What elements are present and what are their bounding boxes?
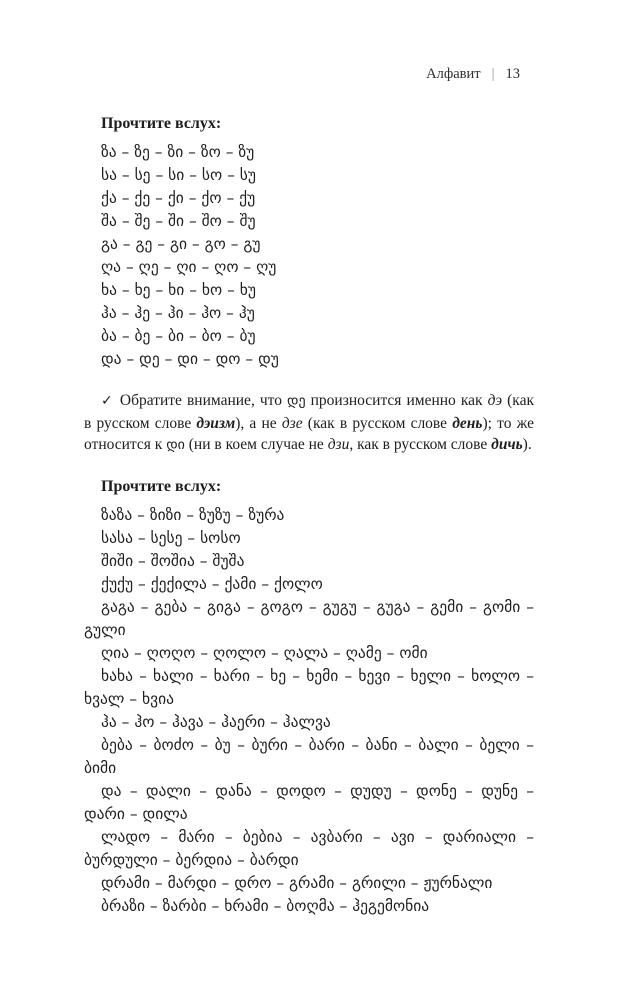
drill-line: ბრაზი – ზარბი – ხრამი – ბოღმა – ჰეგემონია bbox=[101, 896, 430, 915]
exercise1-heading: Прочтите вслух: bbox=[101, 115, 222, 132]
drill-line: ხა – ხე – ხი – ხო – ხუ bbox=[101, 281, 256, 299]
note-segment: дэизм bbox=[196, 414, 236, 432]
note-segment: დე bbox=[287, 393, 306, 409]
note-segment: дзи bbox=[327, 436, 350, 453]
note-segment: ). bbox=[522, 436, 532, 453]
drill-line: ბა – ბე – ბი – ბო – ბუ bbox=[101, 327, 256, 345]
note-segment: Обратите внимание, что bbox=[119, 392, 288, 409]
note-segment: (ни в коем случае не bbox=[184, 436, 328, 453]
drill-line: ღია – ღოღო – ღოლო – ღალა – ღამე – ომი bbox=[101, 643, 428, 662]
note-segment: ); то же относится к bbox=[84, 414, 535, 453]
header-separator: | bbox=[491, 66, 495, 82]
drill-line: ჰა – ჰე – ჰი – ჰო – ჰუ bbox=[101, 304, 255, 322]
syllable-drill bbox=[84, 141, 534, 371]
note-segment: дэ bbox=[487, 392, 503, 409]
checkmark-icon: ✓ bbox=[101, 393, 114, 409]
note-segment: день bbox=[452, 414, 483, 432]
running-title: Алфавит bbox=[426, 66, 481, 82]
note-segment: ), а не bbox=[235, 414, 282, 432]
drill-line: ზა – ზე – ზი – ზო – ზუ bbox=[101, 143, 255, 161]
note-segment: дзе bbox=[281, 414, 303, 432]
drill-line: შიში – შოშია – შუშა bbox=[101, 551, 245, 570]
drill-line: ქუქუ – ქექილა – ქამი – ქოლო bbox=[101, 574, 323, 593]
note-segment: , как в русском слове bbox=[349, 436, 492, 453]
drill-line: დრამი – მარდი – დრო – გრამი – გრილი – ჟურნალი bbox=[101, 873, 493, 892]
page-number: 13 bbox=[505, 66, 520, 82]
drill-line: ღა – ღე – ღი – ღო – ღუ bbox=[101, 258, 277, 276]
drill-line: სა – სე – სი – სო – სუ bbox=[101, 166, 256, 184]
word-drill bbox=[84, 504, 534, 918]
note-segment: (как в русском слове bbox=[302, 414, 453, 432]
drill-line: შა – შე – ში – შო – შუ bbox=[101, 212, 256, 230]
drill-line: ჰა – ჰო – ჰავა – ჰაერი – ჰალვა bbox=[101, 712, 331, 731]
drill-line: ბება – ბოძო – ბუ – ბური – ბარი – ბანი – ბალი – ბელი – ბიმი bbox=[84, 735, 534, 777]
note-segment: დი bbox=[166, 437, 185, 453]
note-segment: дичь bbox=[491, 436, 523, 453]
drill-line: სასა – სესე – სოსო bbox=[101, 528, 241, 547]
note-text bbox=[84, 392, 534, 453]
drill-line: და – დალი – დანა – დოდო – დუდუ – დონე – დუნე – დარი – დილა bbox=[84, 781, 534, 823]
note-segment: произносится именно как bbox=[305, 392, 488, 409]
exercise2-heading: Прочтите вслух: bbox=[101, 477, 222, 495]
drill-line: გა – გე – გი – გო – გუ bbox=[101, 235, 261, 253]
drill-line: გაგა – გება – გიგა – გოგო – გუგუ – გუგა – გემი – გომი – გული bbox=[84, 597, 534, 639]
note-segment: (как в русском слове bbox=[84, 392, 534, 432]
drill-line: და – დე – დი – დო – დუ bbox=[101, 350, 279, 368]
drill-line: ზაზა – ზიზი – ზუზუ – ზურა bbox=[101, 505, 285, 524]
drill-line: ლადო – მარი – ბებია – ავბარი – ავი – დარიალი – ბურდული – ბერდია – ბარდი bbox=[84, 827, 534, 869]
pronunciation-note bbox=[84, 390, 534, 457]
drill-line: ხახა – ხალი – ხარი – ხე – ხემი – ხევი – ხელი – ხოლო – ხვალ – ხვია bbox=[84, 666, 534, 708]
drill-line: ქა – ქე – ქი – ქო – ქუ bbox=[101, 189, 256, 207]
page-header bbox=[84, 66, 534, 83]
